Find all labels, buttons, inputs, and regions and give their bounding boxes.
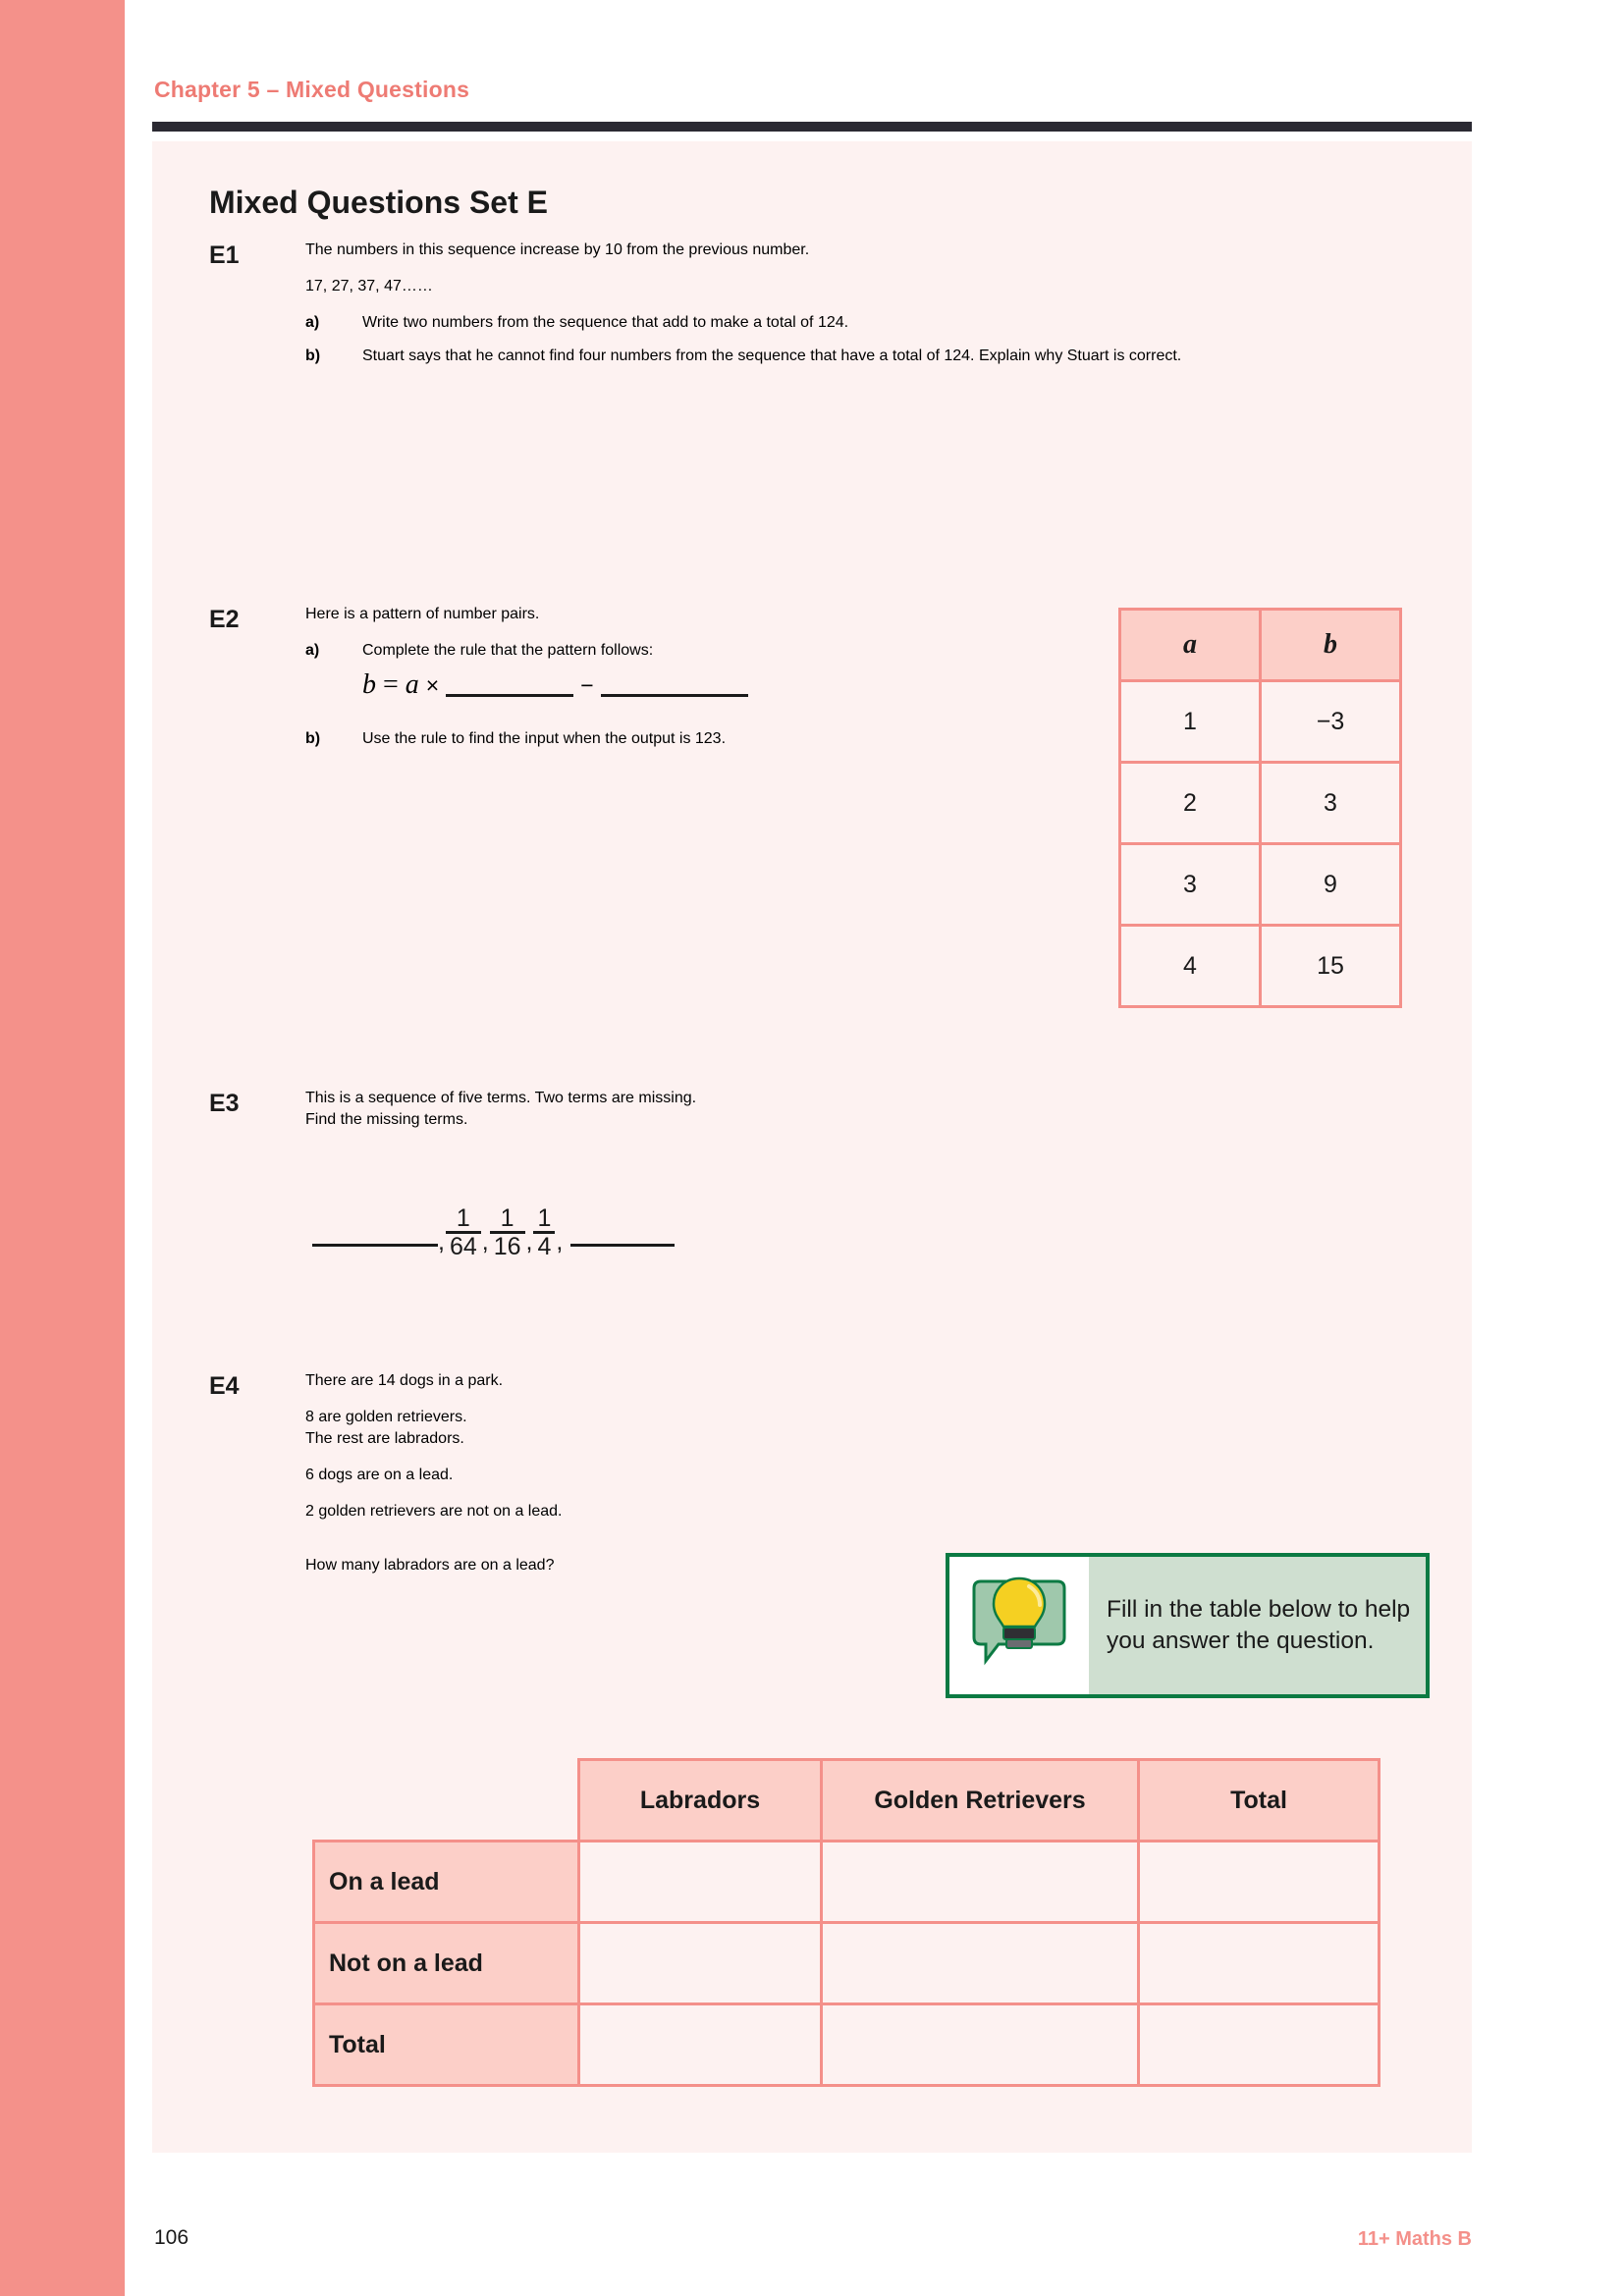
- e3-fraction-1-4: [533, 1205, 555, 1260]
- page-edge-strip: [0, 0, 125, 2296]
- question-body-e3: [305, 1090, 1189, 1129]
- footer-book-title: 11+ Maths B: [1357, 2228, 1472, 2250]
- e3-intro-line1: This is a sequence of five terms. Two terms are missing.: [305, 1090, 697, 1106]
- table-row: [314, 1923, 1380, 2004]
- table-header-row: [314, 1760, 1380, 1842]
- e2-equation-lhs: b: [362, 669, 376, 700]
- e1-intro: The numbers in this sequence increase by 10 from the previous number.: [305, 241, 810, 258]
- cell-total-golden[interactable]: [822, 2004, 1139, 2086]
- column-header-labradors: Labradors: [579, 1760, 822, 1842]
- column-header-b: b: [1261, 610, 1401, 681]
- e3-fraction-1-64: [446, 1205, 481, 1260]
- fraction-denominator: 64: [446, 1231, 481, 1259]
- cell-not-on-a-lead-total[interactable]: [1139, 1923, 1380, 2004]
- e2-part-a-text: Complete the rule that the pattern follows:: [362, 642, 654, 659]
- lightbulb-speech-bubble-icon: [949, 1557, 1089, 1694]
- e4-dogs-table: [312, 1758, 1380, 2087]
- e2-part-a-label: a): [305, 642, 320, 659]
- table-header-row: [1120, 610, 1401, 681]
- e4-line-2: 8 are golden retrievers.: [305, 1409, 467, 1425]
- e2-equation-equals: =: [383, 669, 399, 700]
- row-header-total: Total: [314, 2004, 579, 2086]
- e2-equation-var: a: [405, 669, 419, 700]
- fraction-denominator: 4: [533, 1231, 555, 1259]
- cell-on-a-lead-labradors[interactable]: [579, 1842, 822, 1923]
- table-row: [1120, 681, 1401, 763]
- e2-part-b-label: b): [305, 730, 321, 747]
- table-corner-cell: [314, 1760, 579, 1842]
- e2-rule-equation: [362, 669, 1081, 701]
- e4-line-1: There are 14 dogs in a park.: [305, 1372, 504, 1389]
- e1-part-a-text: Write two numbers from the sequence that add to make a total of 124.: [362, 314, 849, 331]
- e2-equation-minus: −: [580, 672, 594, 698]
- cell-b: 3: [1261, 763, 1401, 844]
- e1-part-b-text: Stuart says that he cannot find four numbers from the sequence that have a total of 124. Explain why Stuart is correct.: [362, 347, 1182, 364]
- e1-part-b-label: b): [305, 347, 321, 364]
- e3-fraction-1-16: [490, 1205, 525, 1260]
- fraction-denominator: 16: [490, 1231, 525, 1259]
- table-row: [1120, 926, 1401, 1007]
- e1-sequence: 17, 27, 37, 47……: [305, 278, 433, 294]
- question-number-e1: E1: [209, 241, 240, 269]
- page-number: 106: [154, 2226, 189, 2249]
- e3-sequence-row: [312, 1205, 675, 1260]
- e2-part-a: [305, 642, 1081, 660]
- e3-separator: ,: [438, 1227, 445, 1255]
- e4-line-4: 6 dogs are on a lead.: [305, 1467, 454, 1483]
- cell-on-a-lead-golden[interactable]: [822, 1842, 1139, 1923]
- cell-a: 3: [1120, 844, 1261, 926]
- e2-part-b-text: Use the rule to find the input when the output is 123.: [362, 730, 727, 747]
- column-header-a: a: [1120, 610, 1261, 681]
- question-body-e1: [305, 241, 1376, 381]
- question-number-e2: E2: [209, 606, 240, 633]
- column-header-total: Total: [1139, 1760, 1380, 1842]
- e2-number-pairs-table: [1118, 608, 1402, 1008]
- header-rule: [152, 122, 1472, 132]
- question-number-e3: E3: [209, 1090, 240, 1117]
- hint-text: Fill in the table below to help you answer the question.: [1107, 1595, 1411, 1654]
- cell-a: 2: [1120, 763, 1261, 844]
- cell-on-a-lead-total[interactable]: [1139, 1842, 1380, 1923]
- e3-separator: ,: [481, 1227, 489, 1255]
- e3-intro-line2: Find the missing terms.: [305, 1111, 468, 1128]
- question-body-e2: [305, 606, 1081, 764]
- e4-line-3: The rest are labradors.: [305, 1430, 464, 1447]
- e2-blank-constant[interactable]: [601, 694, 748, 697]
- running-head: Chapter 5 – Mixed Questions: [154, 77, 470, 102]
- cell-not-on-a-lead-labradors[interactable]: [579, 1923, 822, 2004]
- page-title: Mixed Questions Set E: [209, 185, 548, 220]
- row-header-on-a-lead: On a lead: [314, 1842, 579, 1923]
- cell-a: 1: [1120, 681, 1261, 763]
- cell-a: 4: [1120, 926, 1261, 1007]
- e1-part-a-label: a): [305, 314, 320, 331]
- question-number-e4: E4: [209, 1372, 240, 1400]
- e3-separator: ,: [525, 1227, 533, 1255]
- cell-b: 9: [1261, 844, 1401, 926]
- cell-total-labradors[interactable]: [579, 2004, 822, 2086]
- fraction-numerator: 1: [456, 1204, 470, 1232]
- e3-blank-first-term[interactable]: [312, 1244, 438, 1247]
- e2-blank-multiplier[interactable]: [446, 694, 573, 697]
- e4-line-6: How many labradors are on a lead?: [305, 1557, 555, 1574]
- fraction-numerator: 1: [500, 1204, 514, 1232]
- cell-b: −3: [1261, 681, 1401, 763]
- column-header-golden-retrievers: Golden Retrievers: [822, 1760, 1139, 1842]
- fraction-numerator: 1: [537, 1204, 552, 1232]
- question-body-e4: [305, 1372, 934, 1575]
- e1-part-b: [305, 347, 1354, 365]
- e1-part-a: [305, 314, 1376, 332]
- hint-box: [946, 1553, 1430, 1698]
- table-row: [1120, 844, 1401, 926]
- row-header-not-on-a-lead: Not on a lead: [314, 1923, 579, 2004]
- table-row: [314, 2004, 1380, 2086]
- table-row: [314, 1842, 1380, 1923]
- cell-not-on-a-lead-golden[interactable]: [822, 1923, 1139, 2004]
- cell-b: 15: [1261, 926, 1401, 1007]
- cell-total-total[interactable]: [1139, 2004, 1380, 2086]
- e2-intro: Here is a pattern of number pairs.: [305, 606, 540, 622]
- e3-blank-last-term[interactable]: [570, 1244, 675, 1247]
- e3-separator: ,: [556, 1227, 564, 1255]
- e4-line-5: 2 golden retrievers are not on a lead.: [305, 1503, 563, 1520]
- e2-equation-times: ×: [425, 672, 440, 698]
- table-row: [1120, 763, 1401, 844]
- e2-part-b: [305, 730, 991, 748]
